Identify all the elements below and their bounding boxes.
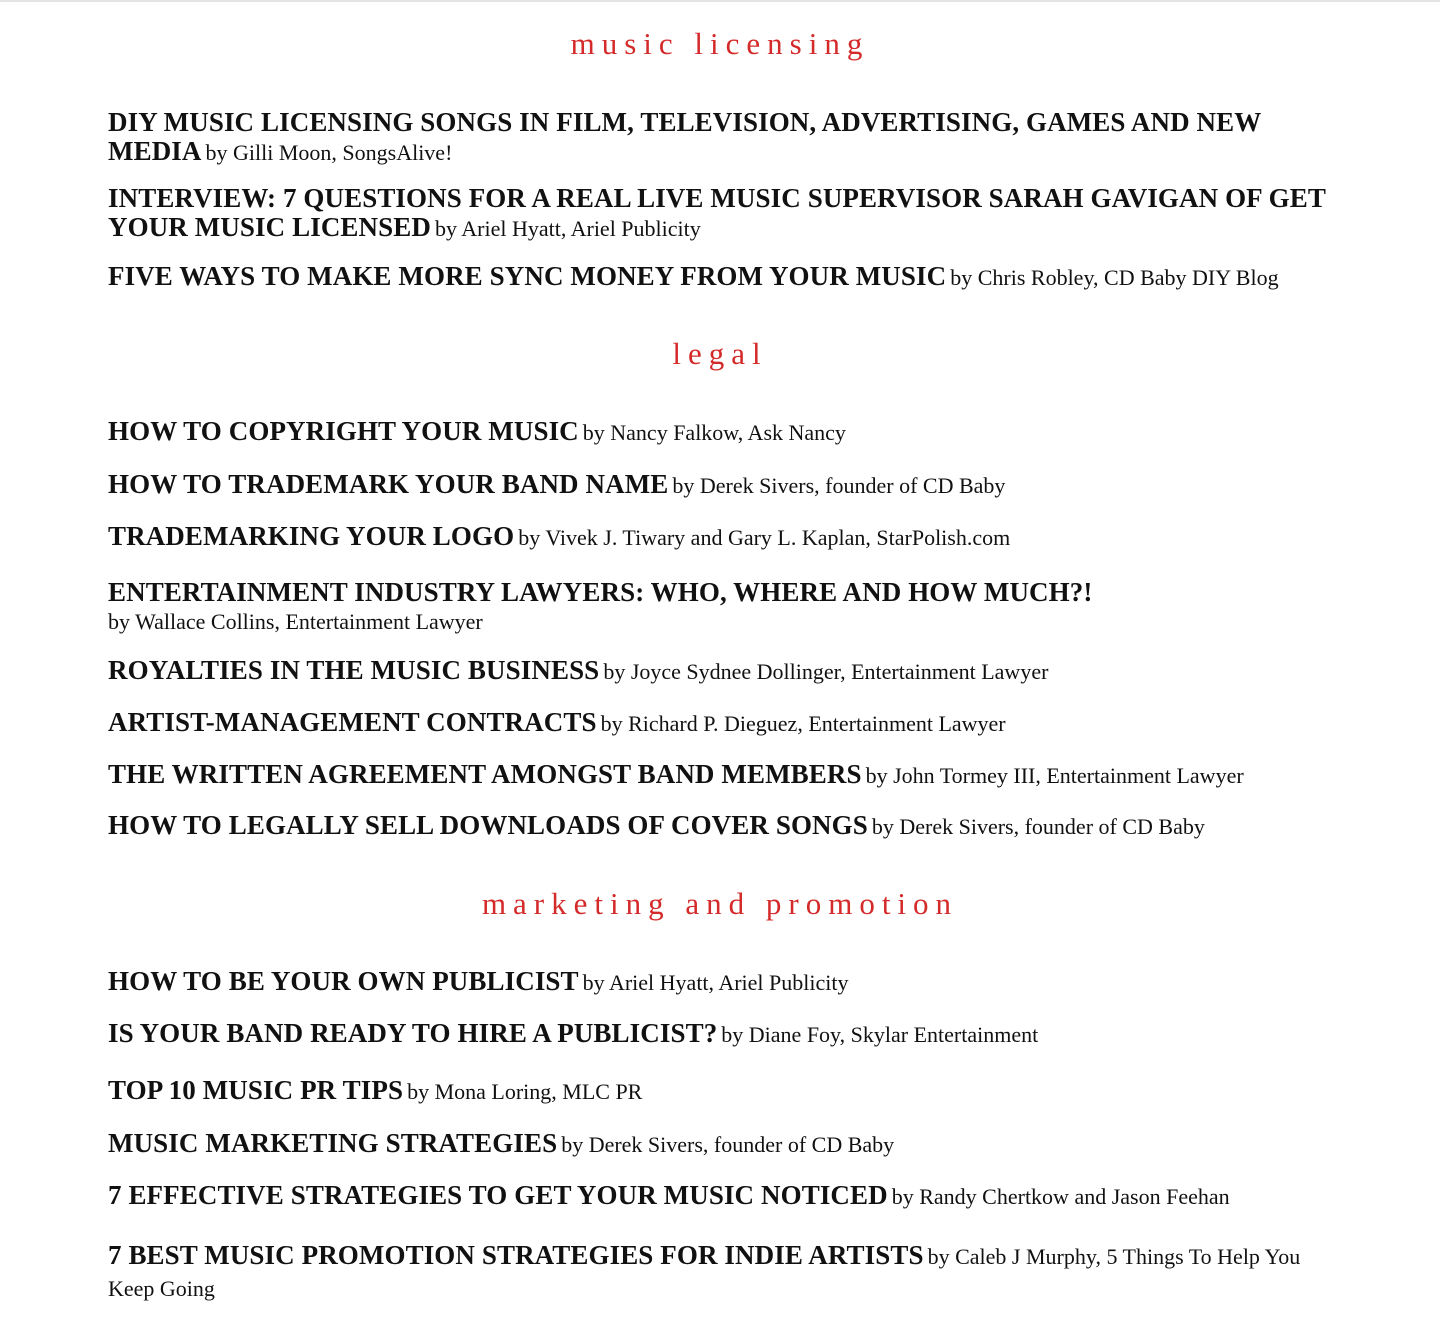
entry-byline: by Randy Chertkow and Jason Feehan [891, 1184, 1230, 1209]
list-item[interactable] [108, 1018, 1348, 1050]
entry-title[interactable]: HOW TO BE YOUR OWN PUBLICIST [108, 966, 579, 996]
entry-byline: by Joyce Sydnee Dollinger, Entertainment Lawyer [603, 659, 1049, 684]
list-item[interactable] [108, 810, 1348, 842]
entry-title[interactable]: 7 BEST MUSIC PROMOTION STRATEGIES FOR INDIE ARTISTS [108, 1240, 924, 1270]
list-item[interactable] [108, 469, 1348, 501]
list-item[interactable] [108, 1128, 1348, 1160]
entry-title[interactable]: THE WRITTEN AGREEMENT AMONGST BAND MEMBERS [108, 759, 862, 789]
list-item[interactable] [108, 107, 1348, 168]
entry-title[interactable]: HOW TO COPYRIGHT YOUR MUSIC [108, 416, 579, 446]
section-heading-music-licensing: music licensing [570, 26, 870, 61]
entry-title[interactable]: ARTIST-MANAGEMENT CONTRACTS [108, 707, 597, 737]
entry-title[interactable]: 7 EFFECTIVE STRATEGIES TO GET YOUR MUSIC NOTICED [108, 1180, 888, 1210]
list-item[interactable] [108, 1180, 1348, 1212]
entry-title[interactable]: INTERVIEW: 7 QUESTIONS FOR A REAL LIVE MUSIC SUPERVISOR SARAH GAVIGAN OF GET YOUR MUSIC LICENSED [108, 183, 1326, 242]
entry-byline: by Derek Sivers, founder of CD Baby [672, 473, 1006, 498]
list-item[interactable] [108, 759, 1348, 791]
entry-title[interactable]: ROYALTIES IN THE MUSIC BUSINESS [108, 655, 600, 685]
list-item[interactable] [108, 707, 1348, 739]
entry-byline: by Caleb J Murphy, 5 Things To Help You Keep Going [108, 1244, 1301, 1301]
list-item[interactable] [108, 1075, 1348, 1107]
list-item[interactable] [108, 966, 1348, 998]
entry-byline: by Chris Robley, CD Baby DIY Blog [950, 265, 1279, 290]
entry-byline: by Derek Sivers, founder of CD Baby [871, 814, 1205, 839]
entry-title[interactable]: TOP 10 MUSIC PR TIPS [108, 1075, 404, 1105]
list-item[interactable] [108, 416, 1348, 448]
list-item[interactable] [108, 261, 1348, 293]
entry-byline: by Richard P. Dieguez, Entertainment Lawyer [600, 711, 1006, 736]
list-item[interactable] [108, 1241, 1348, 1306]
entry-title[interactable]: DIY MUSIC LICENSING SONGS IN FILM, TELEVISION, ADVERTISING, GAMES AND NEW MEDIA [108, 107, 1261, 166]
section-heading-legal: legal [672, 336, 768, 371]
entry-title[interactable]: HOW TO LEGALLY SELL DOWNLOADS OF COVER SONGS [108, 810, 868, 840]
list-item[interactable] [108, 183, 1348, 244]
entry-title[interactable]: MUSIC MARKETING STRATEGIES [108, 1128, 558, 1158]
entry-title[interactable]: TRADEMARKING YOUR LOGO [108, 521, 515, 551]
entry-title[interactable]: IS YOUR BAND READY TO HIRE A PUBLICIST? [108, 1018, 718, 1048]
entry-byline: by Ariel Hyatt, Ariel Publicity [434, 216, 701, 241]
entry-byline: by John Tormey III, Entertainment Lawyer [865, 763, 1244, 788]
entry-byline: by Diane Foy, Skylar Entertainment [721, 1022, 1039, 1047]
list-item[interactable] [108, 655, 1348, 687]
list-item[interactable] [108, 577, 1208, 634]
entry-byline: by Gilli Moon, SongsAlive! [205, 140, 453, 165]
entry-byline: by Mona Loring, MLC PR [407, 1079, 643, 1104]
section-heading-marketing-and-promotion: marketing and promotion [481, 886, 959, 921]
entry-title[interactable]: HOW TO TRADEMARK YOUR BAND NAME [108, 469, 669, 499]
entry-title[interactable]: ENTERTAINMENT INDUSTRY LAWYERS: WHO, WHERE AND HOW MUCH?! [108, 577, 1093, 607]
entry-byline: by Wallace Collins, Entertainment Lawyer [108, 609, 483, 634]
entry-byline: by Ariel Hyatt, Ariel Publicity [582, 970, 849, 995]
entry-byline: by Nancy Falkow, Ask Nancy [582, 420, 846, 445]
entry-byline: by Vivek J. Tiwary and Gary L. Kaplan, StarPolish.com [518, 525, 1011, 550]
entry-title[interactable]: FIVE WAYS TO MAKE MORE SYNC MONEY FROM YOUR MUSIC [108, 261, 947, 291]
entry-byline: by Derek Sivers, founder of CD Baby [561, 1132, 895, 1157]
list-item[interactable] [108, 521, 1348, 553]
top-divider [0, 0, 1440, 2]
